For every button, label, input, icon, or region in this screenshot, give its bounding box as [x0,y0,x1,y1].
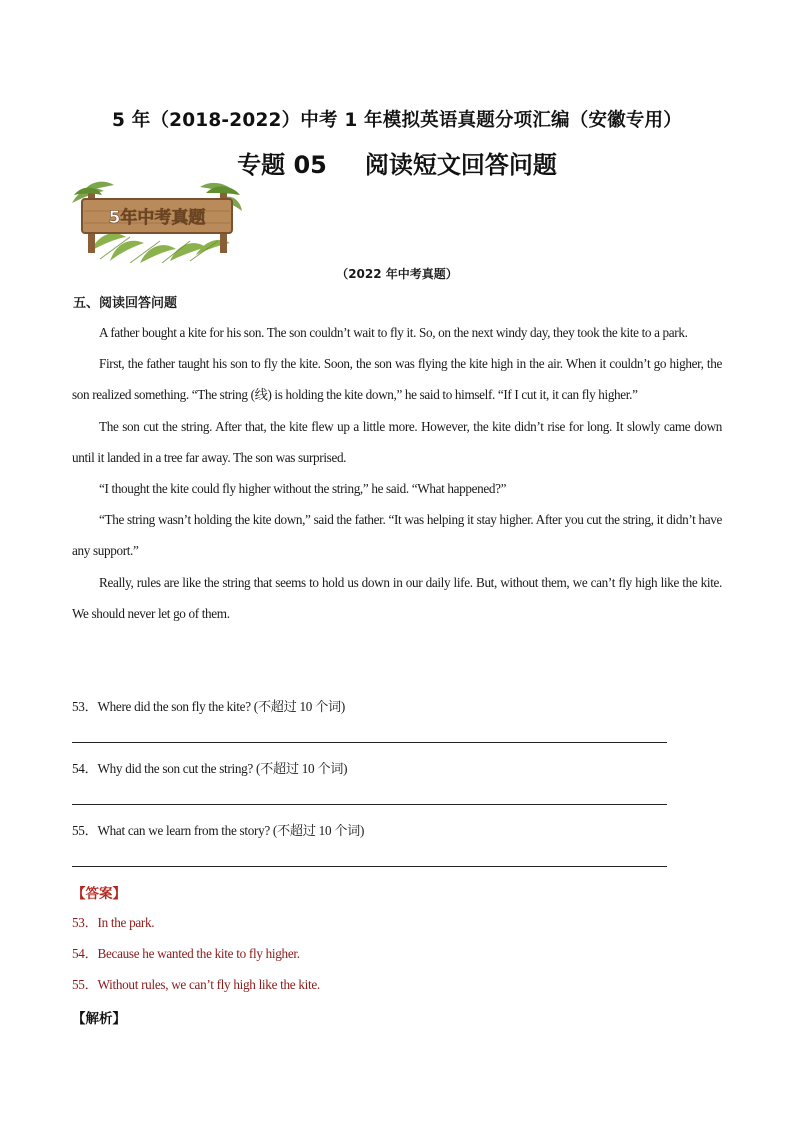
document-title: 5 年（2018-2022）中考 1 年模拟英语真题分项汇编（安徽专用） [112,110,682,131]
passage-paragraph: The son cut the string. After that, the kite flew up a little more. However, the kite didn’t rise for long. It slowly came down until it landed in a tree far away. The son was surprised. [72,418,722,465]
section-heading: 五、阅读回答问题 [73,296,178,311]
answer-blank-line [72,742,667,743]
question-list [72,691,672,877]
passage-paragraph: Really, rules are like the string that seems to hold us down in our daily life. But, without them, we can’t fly high like the kite. We should never let go of them. [72,574,722,621]
topic-title [0,145,794,180]
answer-item: 53．In the park. [72,915,155,930]
analysis-heading: 【解析】 [72,1011,126,1027]
year-label: （2022 年中考真题） [336,267,458,281]
answer-item: 55．Without rules, we can’t fly high like the kite. [72,977,320,992]
topic-name: 阅读短文回答问题 [364,151,557,179]
question-item [72,691,672,753]
question-text: 53．Where did the son fly the kite? (不超过 10 个词) [72,699,345,714]
passage-paragraph: “The string wasn’t holding the kite down,” said the father. “It was helping it stay higher. After you cut the string, it didn’t have any support.” [72,512,722,559]
answer-item: 54．Because he wanted the kite to fly higher. [72,946,300,961]
question-text: 55．What can we learn from the story? (不超过 10 个词) [72,823,365,838]
topic-number: 专题 05 [237,151,327,179]
answer-blank-line [72,866,667,867]
wooden-sign-with-leaves-icon [70,181,242,263]
answer-heading: 【答案】 [72,886,126,902]
badge-text: 5年中考真题 [108,208,206,228]
reading-passage [72,317,722,629]
question-item [72,815,672,877]
answer-list [72,910,320,1003]
question-text: 54．Why did the son cut the string? (不超过 10 个词) [72,761,348,776]
passage-paragraph: A father bought a kite for his son. The son couldn’t wait to fly it. So, on the next windy day, they took the kite to a park. [99,325,688,340]
passage-paragraph: “I thought the kite could fly higher without the string,” he said. “What happened?” [99,481,507,497]
question-item [72,753,672,815]
passage-paragraph: First, the father taught his son to fly the kite. Soon, the son was flying the kite high in the air. When it couldn’t go higher, the son realized something. “The string (线) is holding the kite down,” he said to himself. “If I cut it, it can fly higher.” [72,356,722,403]
answer-blank-line [72,804,667,805]
